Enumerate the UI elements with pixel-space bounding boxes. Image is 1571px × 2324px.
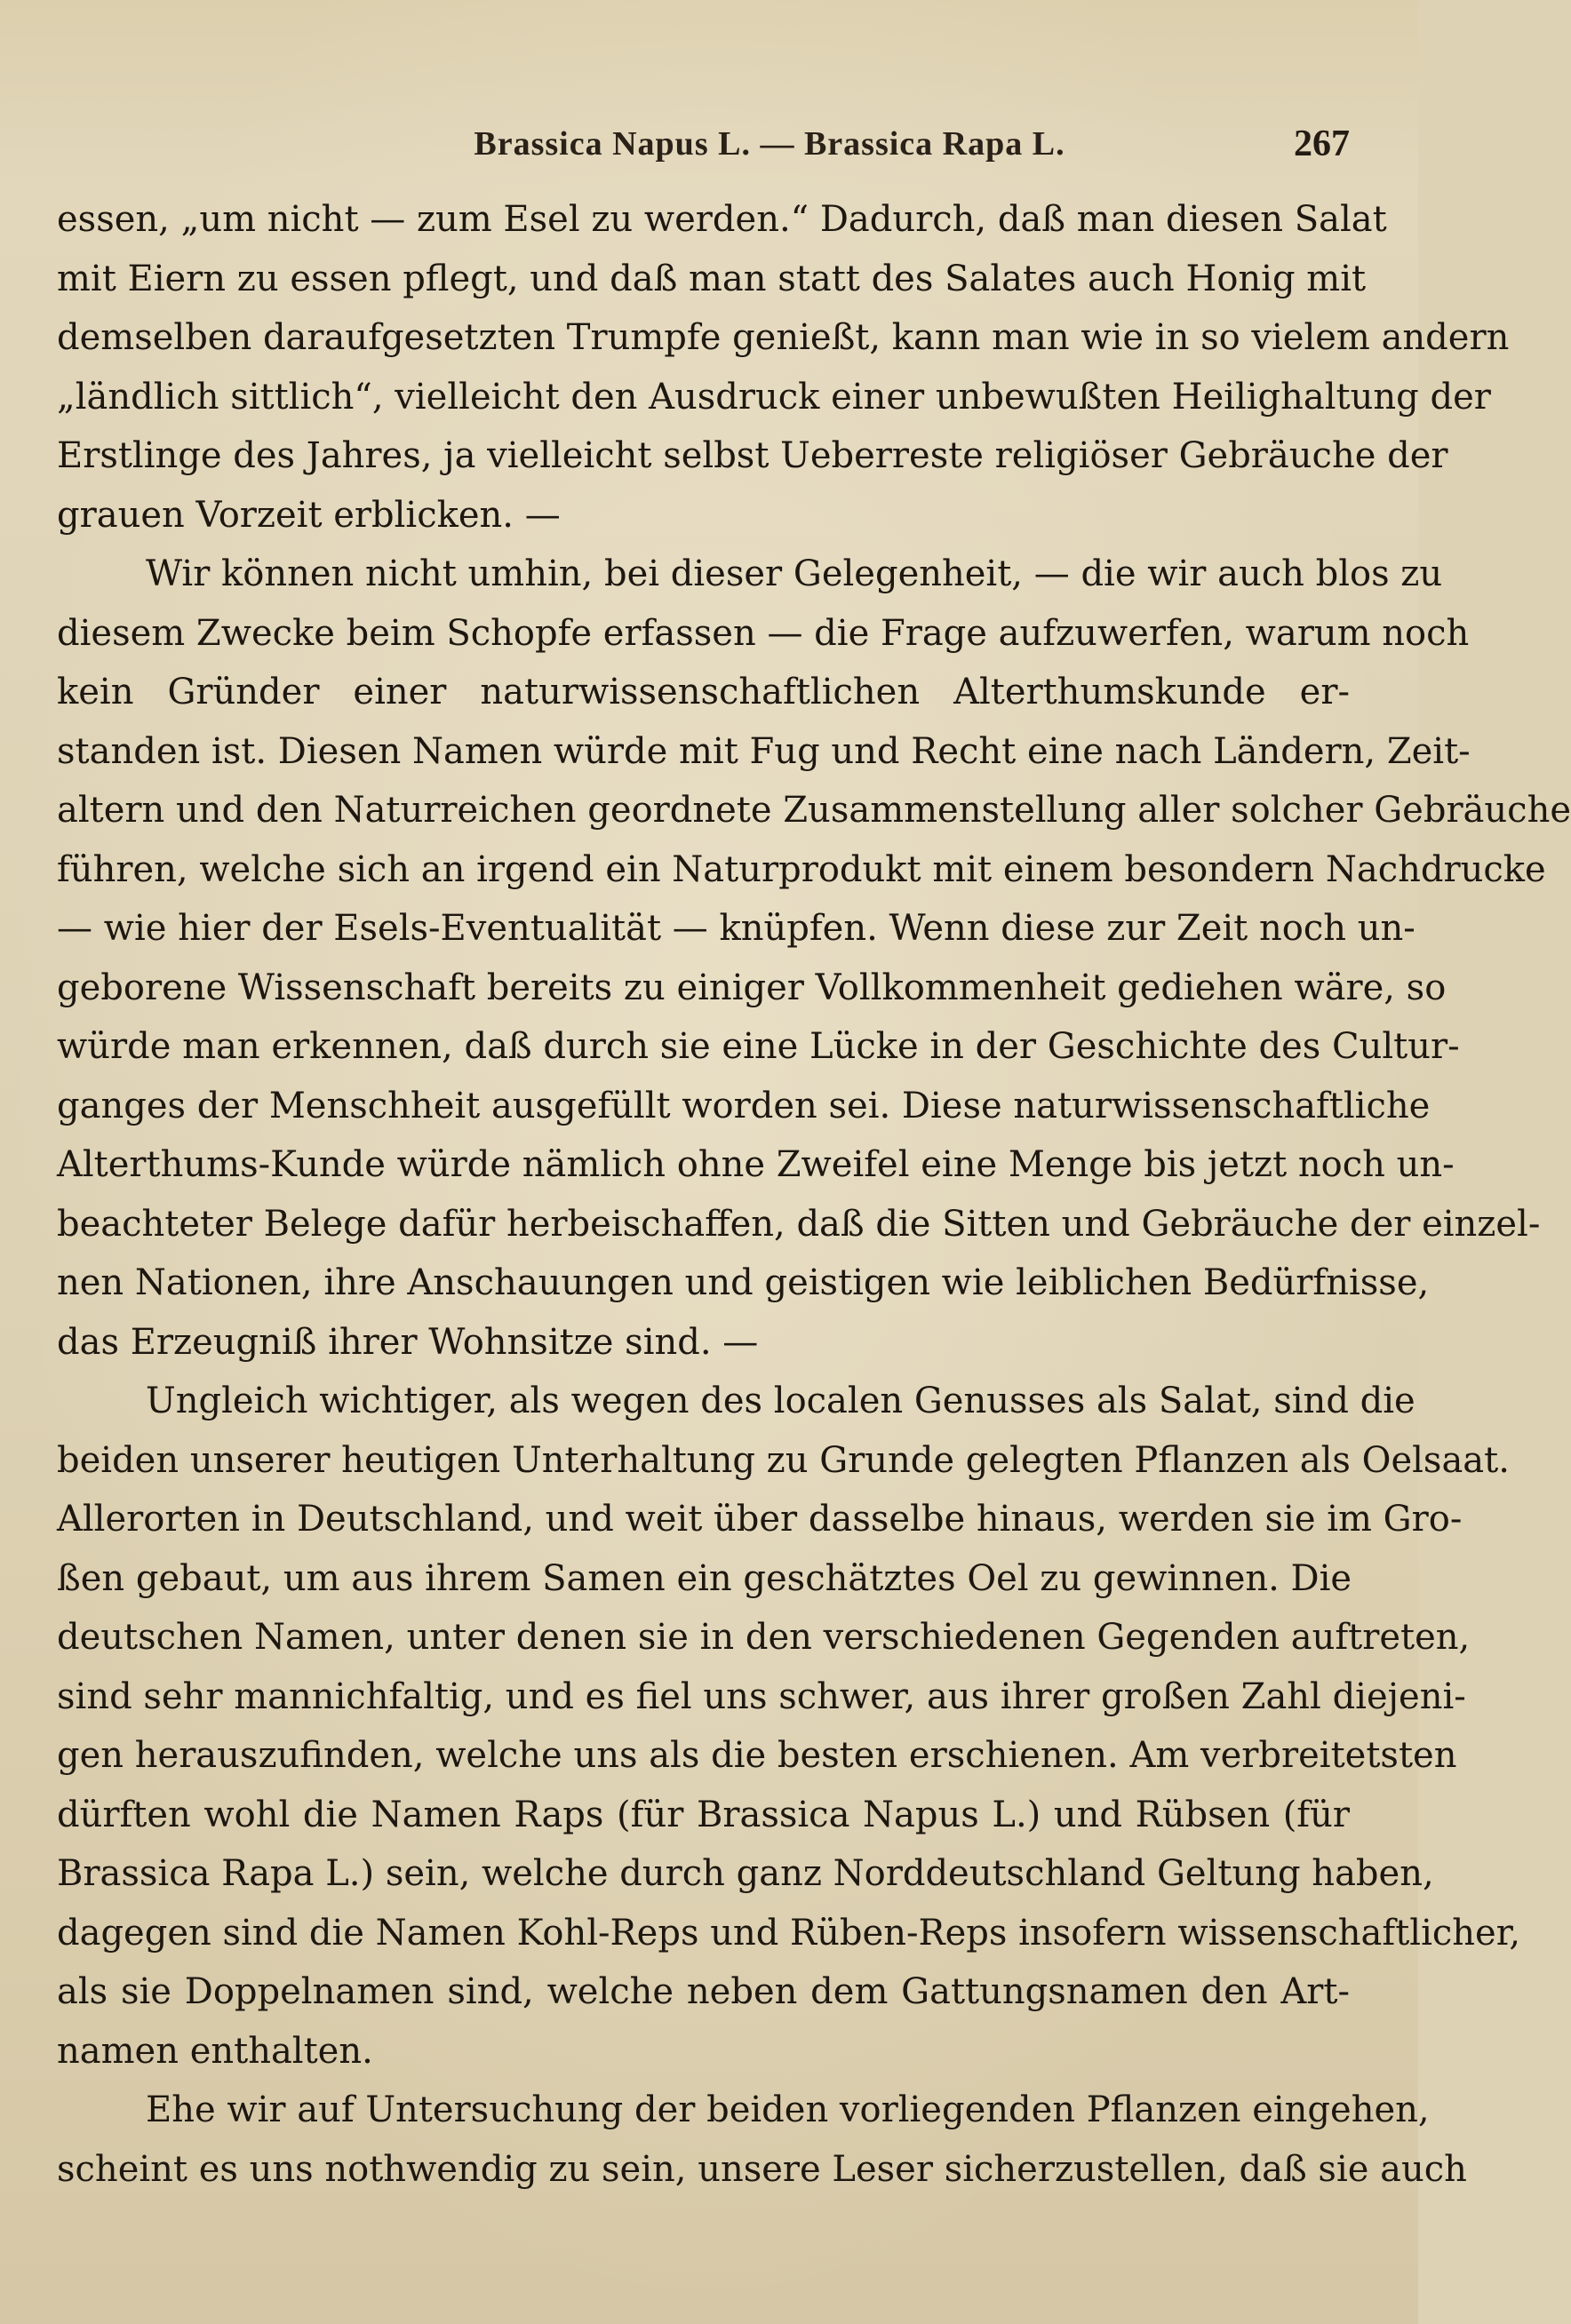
text-line: altern und den Naturreichen geordnete Zusammenstellung aller solcher Gebräuche [57,790,1571,831]
text-line: essen, „um nicht — zum Esel zu werden.“ Dadurch, daß man diesen Salat [57,199,1387,240]
text-line: demselben daraufgesetzten Trumpfe genießt, kann man wie in so vielem andern [57,317,1510,358]
text-line: ganges der Menschheit ausgefüllt worden sei. Diese naturwissenschaftliche [57,1085,1431,1126]
text-line: Alterthums-Kunde würde nämlich ohne Zweifel eine Menge bis jetzt noch un- [57,1144,1455,1185]
text-line: kein Gründer einer naturwissenschaftlichen Alterthumskunde er- [57,672,1350,712]
text-line: dagegen sind die Namen Kohl-Reps und Rüben-Reps insofern wissenschaftlicher, [57,1912,1521,1954]
text-line: „ländlich sittlich“, vielleicht den Ausdruck einer unbewußten Heilighaltung der [57,376,1491,418]
text-line: dürften wohl die Namen Raps (für Brassica Napus L.) und Rübsen (für [57,1794,1350,1835]
running-title: Brassica Napus L. — Brassica Rapa L. [474,125,1065,163]
text-line: als sie Doppelnamen sind, welche neben dem Gattungsnamen den Art- [57,1971,1350,2012]
text-line: sind sehr mannichfaltig, und es fiel uns schwer, aus ihrer großen Zahl diejeni- [57,1675,1466,1717]
paragraph-end-line: namen enthalten. [57,2030,373,2072]
page-number: 267 [1294,123,1350,164]
text-line: würde man erkennen, daß durch sie eine Lücke in der Geschichte des Cultur- [57,1026,1460,1067]
page-header [57,124,1350,165]
text-line: geborene Wissenschaft bereits zu einiger Vollkommenheit gediehen wäre, so [57,967,1447,1008]
text-line: standen ist. Diesen Namen würde mit Fug und Recht eine nach Ländern, Zeit- [57,730,1471,772]
text-line: — wie hier der Esels-Eventualität — knüpfen. Wenn diese zur Zeit noch un- [57,908,1415,949]
text-line: beiden unserer heutigen Unterhaltung zu Grunde gelegten Pflanzen als Oelsaat. [57,1439,1510,1481]
text-line: führen, welche sich an irgend ein Naturprodukt mit einem besondern Nachdrucke [57,848,1546,890]
text-line: Brassica Rapa L.) sein, welche durch ganz Norddeutschland Geltung haben, [57,1853,1434,1894]
text-line: deutschen Namen, unter denen sie in den verschiedenen Gegenden auftreten, [57,1617,1471,1658]
paragraph-start-line: Wir können nicht umhin, bei dieser Gelegenheit, — die wir auch blos zu [146,553,1443,594]
paragraph-start-line: Ehe wir auf Untersuchung der beiden vorliegenden Pflanzen eingehen, [146,2089,1430,2130]
text-line: gen herauszufinden, welche uns als die besten erschienen. Am verbreitetsten [57,1735,1457,1776]
text-line: nen Nationen, ihre Anschauungen und geistigen wie leiblichen Bedürfnisse, [57,1262,1430,1303]
text-line: Allerorten in Deutschland, und weit über dasselbe hinaus, werden sie im Gro- [57,1499,1463,1540]
text-line: beachteter Belege dafür herbeischaffen, daß die Sitten und Gebräuche der einzel- [57,1203,1541,1245]
body-text [57,190,1571,2199]
text-line: scheint es uns nothwendig zu sein, unsere Leser sicherzustellen, daß sie auch [57,2148,1467,2190]
text-line: ßen gebaut, um aus ihrem Samen ein geschätztes Oel zu gewinnen. Die [57,1557,1352,1599]
text-line: mit Eiern zu essen pflegt, und daß man statt des Salates auch Honig mit [57,258,1367,299]
paragraph-start-line: Ungleich wichtiger, als wegen des localen Genusses als Salat, sind die [146,1381,1415,1421]
paragraph-end-line: grauen Vorzeit erblicken. — [57,494,561,536]
paragraph-end-line: das Erzeugniß ihrer Wohnsitze sind. — [57,1321,759,1363]
text-line: Erstlinge des Jahres, ja vielleicht selbst Ueberreste religiöser Gebräuche der [57,435,1448,476]
text-line: diesem Zwecke beim Schopfe erfassen — die Frage aufzuwerfen, warum noch [57,612,1470,654]
